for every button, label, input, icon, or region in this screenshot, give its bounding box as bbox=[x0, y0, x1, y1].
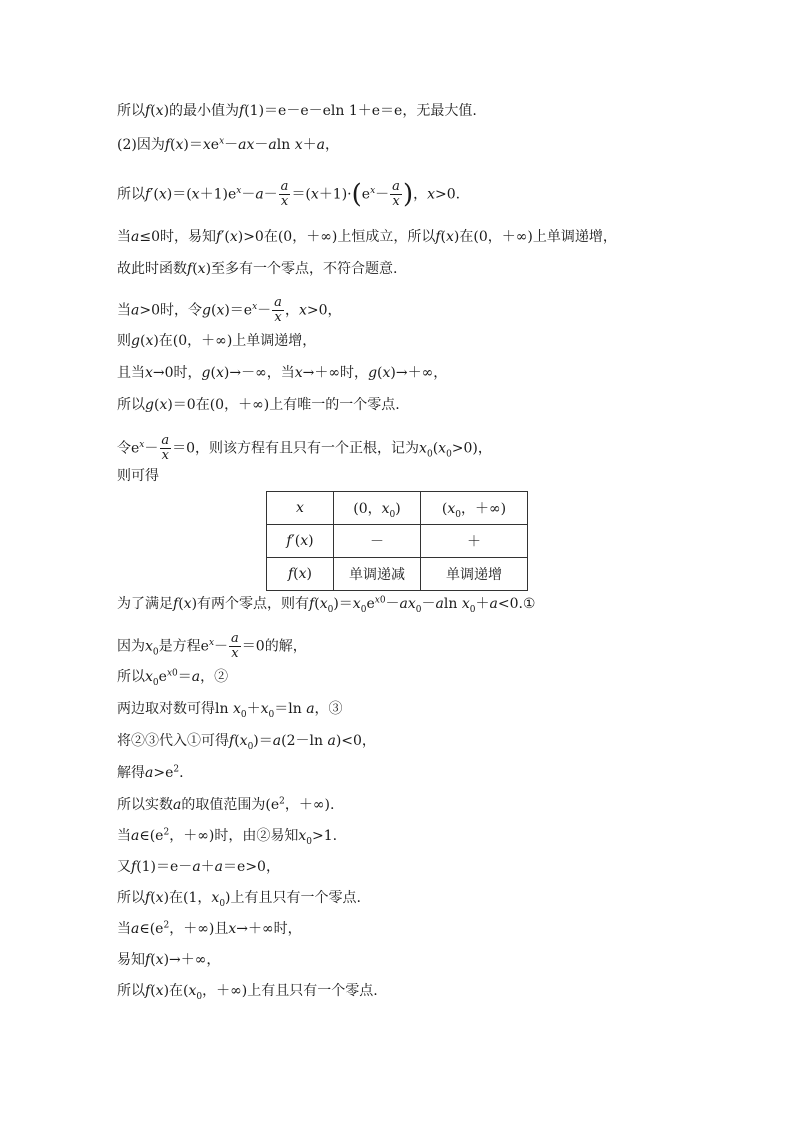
table-row bbox=[267, 558, 528, 591]
solution-line-3: 所以$f'(x)=(x+1)e^x-a-$ $\frac{a}{x}$ $=(x+1)\cdot(e^x-$ $\frac{a}{x}$ )，x>0. bbox=[117, 179, 461, 210]
solution-line-2: (2)因为$f(x)=xe^x-ax-aln$ x＋a， bbox=[117, 136, 339, 153]
monotonicity-table bbox=[266, 491, 528, 591]
table-cell: x bbox=[267, 492, 334, 525]
table-cell: f′(x) bbox=[267, 525, 334, 558]
table-cell: ($x_0$，＋∞) bbox=[421, 492, 528, 525]
solution-line-13: 因为$x_0$是方程$e^x-$ $\frac{a}{x}$ ＝0的解， bbox=[117, 631, 307, 661]
solution-line-17: 解得$a>e^2$. bbox=[117, 764, 184, 781]
solution-line-4: 当a≤0时，易知f′(x)>0在(0，＋∞)上恒成立，所以f(x)在(0，＋∞)上单调递增， bbox=[117, 229, 617, 245]
solution-line-16: 将②③代入①可得$f(x_0)=a(2-\ln$ a)<0， bbox=[117, 733, 376, 752]
table-cell: (0，$x_0$) bbox=[334, 492, 421, 525]
solution-line-10: 令$e^x-$ $\frac{a}{x}$ ＝0，则该方程有且只有一个正根，记为$x_0(x_0>0)$， bbox=[117, 433, 492, 463]
solution-line-24: 所以f(x)在($x_0$，＋∞)上有且只有一个零点. bbox=[117, 983, 378, 1002]
solution-line-18: 所以实数a的取值范围为($e^2$，＋∞). bbox=[117, 796, 335, 813]
solution-line-7: 则g(x)在(0，＋∞)上单调递增， bbox=[117, 333, 317, 349]
solution-line-21: 所以f(x)在(1，$x_0$)上有且只有一个零点. bbox=[117, 890, 361, 909]
solution-line-23: 易知f(x)→＋∞， bbox=[117, 952, 221, 968]
table-cell: f(x) bbox=[267, 558, 334, 591]
solution-line-12: 为了满足f(x)有两个零点，则有$f(x_0)=x_0e^{x0}-ax_0-aln$ $x_0+a<0.①$ bbox=[117, 595, 536, 615]
solution-line-5: 故此时函数f(x)至多有一个零点，不符合题意. bbox=[117, 261, 398, 277]
table-row bbox=[267, 492, 528, 525]
table-cell: ＋ bbox=[421, 525, 528, 558]
table-cell: 单调递增 bbox=[421, 558, 528, 591]
solution-line-8: 且当x→0时，g(x)→－∞，当x→＋∞时，g(x)→＋∞， bbox=[117, 365, 448, 381]
solution-line-1: 所以f(x)的最小值为f(1)＝e－e－eln 1＋e＝e，无最大值. bbox=[117, 103, 477, 119]
solution-line-20: 又f(1)＝e－a＋a＝e>0， bbox=[117, 859, 280, 875]
solution-line-9: 所以g(x)＝0在(0，＋∞)上有唯一的一个零点. bbox=[117, 397, 400, 413]
solution-line-22: 当$a\in(e^2$，＋∞)且x→＋∞时， bbox=[117, 920, 302, 937]
table-cell: － bbox=[334, 525, 421, 558]
table-cell: 单调递减 bbox=[334, 558, 421, 591]
solution-line-14: 所以$x_0e^{x0}=a$，② bbox=[117, 668, 229, 688]
solution-line-19: 当$a\in(e^2$，＋∞)时，由②易知$x_0>1$. bbox=[117, 827, 338, 847]
table-row bbox=[267, 525, 528, 558]
solution-line-11: 则可得 bbox=[117, 468, 159, 484]
solution-line-15: 两边取对数可得$\ln x_0+x_0=\ln$ a，③ bbox=[117, 701, 343, 720]
solution-line-6: 当a>0时，令$g(x)=e^x-$ $\frac{a}{x}$ ，x>0， bbox=[117, 295, 342, 325]
